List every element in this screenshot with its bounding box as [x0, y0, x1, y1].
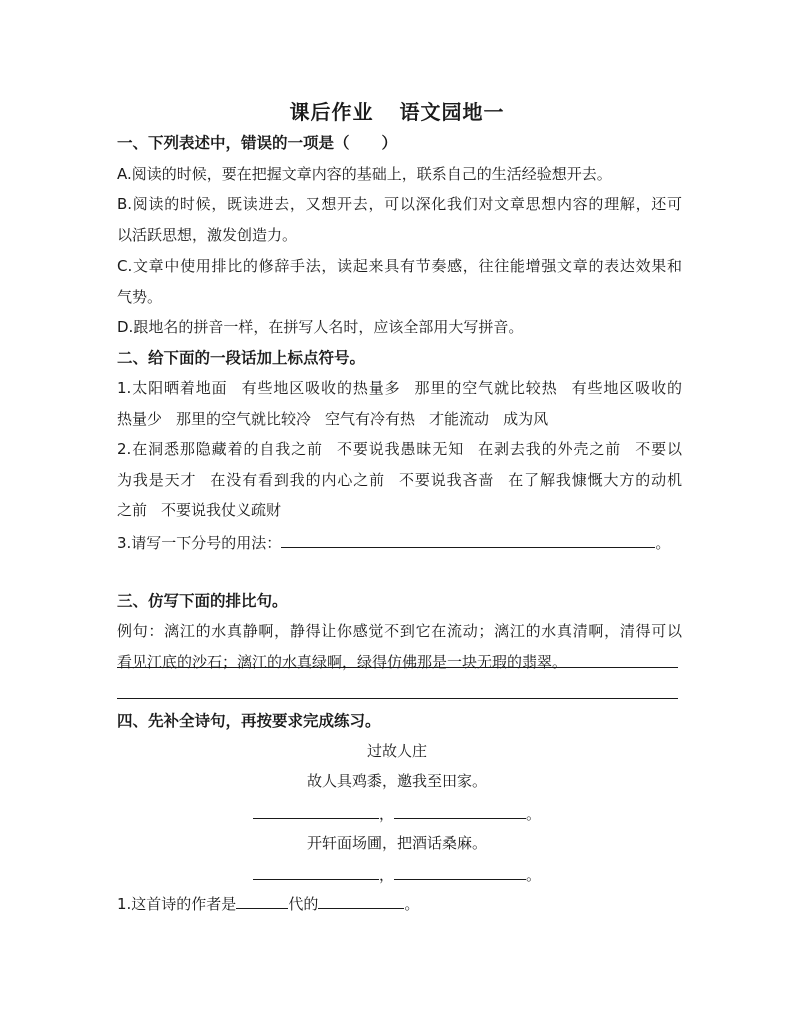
- q2-item2-phrase: 不要说我仗义疏财: [161, 501, 282, 519]
- q4-heading: 四、先补全诗句，再按要求完成练习。: [117, 712, 381, 730]
- poem-blank[interactable]: [253, 864, 379, 880]
- q2-item2-phrase: 在了解我慷慨大方的动机: [508, 471, 682, 489]
- q2-item3-end: 。: [655, 534, 671, 552]
- q2-item1-phrase: 热量少: [117, 410, 163, 428]
- q4-item1-prefix: 1.这首诗的作者是: [117, 895, 237, 913]
- q3-heading: 三、仿写下面的排比句。: [117, 592, 288, 610]
- q1-option-c-line1: C.文章中使用排比的修辞手法，读起来具有节奏感，往往能增强文章的表达效果和: [117, 257, 682, 275]
- title-part1: 课后作业: [289, 100, 374, 124]
- q1-option-b-line1: B.阅读的时候，既读进去，又想开去，可以深化我们对文章思想内容的理解，还可: [117, 195, 682, 213]
- poem-title: 过故人庄: [366, 742, 427, 760]
- q1-option-c-line2: 气势。: [117, 288, 163, 306]
- q2-item2-line3: [117, 501, 682, 519]
- q2-item2-phrase: 在剥去我的外壳之前: [478, 440, 622, 458]
- poem-comma: ，: [378, 866, 394, 884]
- q2-item2-line2: [117, 471, 682, 489]
- q2-item1-phrase: 有些地区吸收的: [571, 379, 682, 397]
- q2-item2-phrase: 不要以: [635, 440, 682, 458]
- q2-item2-phrase: 为我是天才: [117, 471, 197, 489]
- page-title: [0, 96, 794, 125]
- q2-item2-phrase: 不要说我愚昧无知: [336, 440, 465, 458]
- title-part2: 语文园地一: [399, 100, 505, 124]
- q1-option-d: D.跟地名的拼音一样，在拼写人名时，应该全部用大写拼音。: [117, 318, 524, 336]
- q2-item2-phrase: 2.在洞悉那隐藏着的自我之前: [117, 440, 323, 458]
- q2-item2-phrase: 不要说我吝啬: [398, 471, 495, 489]
- q1-heading: [117, 134, 682, 152]
- q2-item1-phrase: 成为风: [503, 410, 549, 428]
- q2-item1-line2: [117, 410, 682, 428]
- q1-heading-close: ）: [381, 134, 398, 152]
- poem-line-4-blanks: [0, 864, 794, 884]
- poem-blank[interactable]: [394, 803, 526, 819]
- q3-answer-line[interactable]: [117, 698, 678, 699]
- poem-line-3: 开轩面场圃，把酒话桑麻。: [306, 834, 487, 852]
- q1-heading-text: 一、下列表述中，错误的一项是（: [117, 134, 350, 152]
- q2-item1-phrase: 才能流动: [429, 410, 490, 428]
- poem-period: 。: [526, 866, 542, 884]
- q1-option-a: A.阅读的时候，要在把握文章内容的基础上，联系自己的生活经验想开去。: [117, 165, 612, 183]
- q3-example-line2: 看见江底的沙石；漓江的水真绿啊，绿得仿佛那是一块无瑕的翡翠。: [117, 653, 568, 671]
- q2-heading: 二、给下面的一段话加上标点符号。: [117, 349, 366, 367]
- q2-item1-phrase: 那里的空气就比较热: [414, 379, 558, 397]
- q2-item1-phrase: 那里的空气就比较冷: [176, 410, 312, 428]
- poem-period: 。: [526, 805, 542, 823]
- q3-example-line1: 例句：漓江的水真静啊，静得让你感觉不到它在流动；漓江的水真清啊，清得可以: [117, 622, 682, 640]
- poem-blank[interactable]: [253, 803, 379, 819]
- poem-line-1: 故人具鸡黍，邀我至田家。: [306, 772, 487, 790]
- q1-option-b-line2: 以活跃思想，激发创造力。: [117, 226, 298, 244]
- q2-item3-answer-blank[interactable]: [281, 532, 655, 548]
- q2-item1-phrase: 空气有冷有热: [325, 410, 416, 428]
- q2-item1-phrase: 有些地区吸收的热量多: [241, 379, 401, 397]
- q2-item2-phrase: 之前: [117, 501, 148, 519]
- q2-item3-label: 3.请写一下分号的用法：: [117, 534, 282, 552]
- q2-item2-phrase: 在没有看到我的内心之前: [210, 471, 385, 489]
- q4-item1-mid: 代的: [288, 895, 319, 913]
- poem-comma: ，: [378, 805, 394, 823]
- q4-item1-end: 。: [404, 895, 420, 913]
- q2-item1-phrase: 1.太阳晒着地面: [117, 379, 228, 397]
- q3-answer-line[interactable]: [117, 667, 678, 668]
- q2-item1-line1: [117, 379, 682, 397]
- poem-line-2-blanks: [0, 803, 794, 823]
- dynasty-blank[interactable]: [236, 893, 288, 909]
- poem-blank[interactable]: [394, 864, 526, 880]
- author-blank[interactable]: [318, 893, 404, 909]
- q4-item1: [117, 893, 682, 913]
- q2-item3: [117, 532, 682, 552]
- q2-item2-line1: [117, 440, 682, 458]
